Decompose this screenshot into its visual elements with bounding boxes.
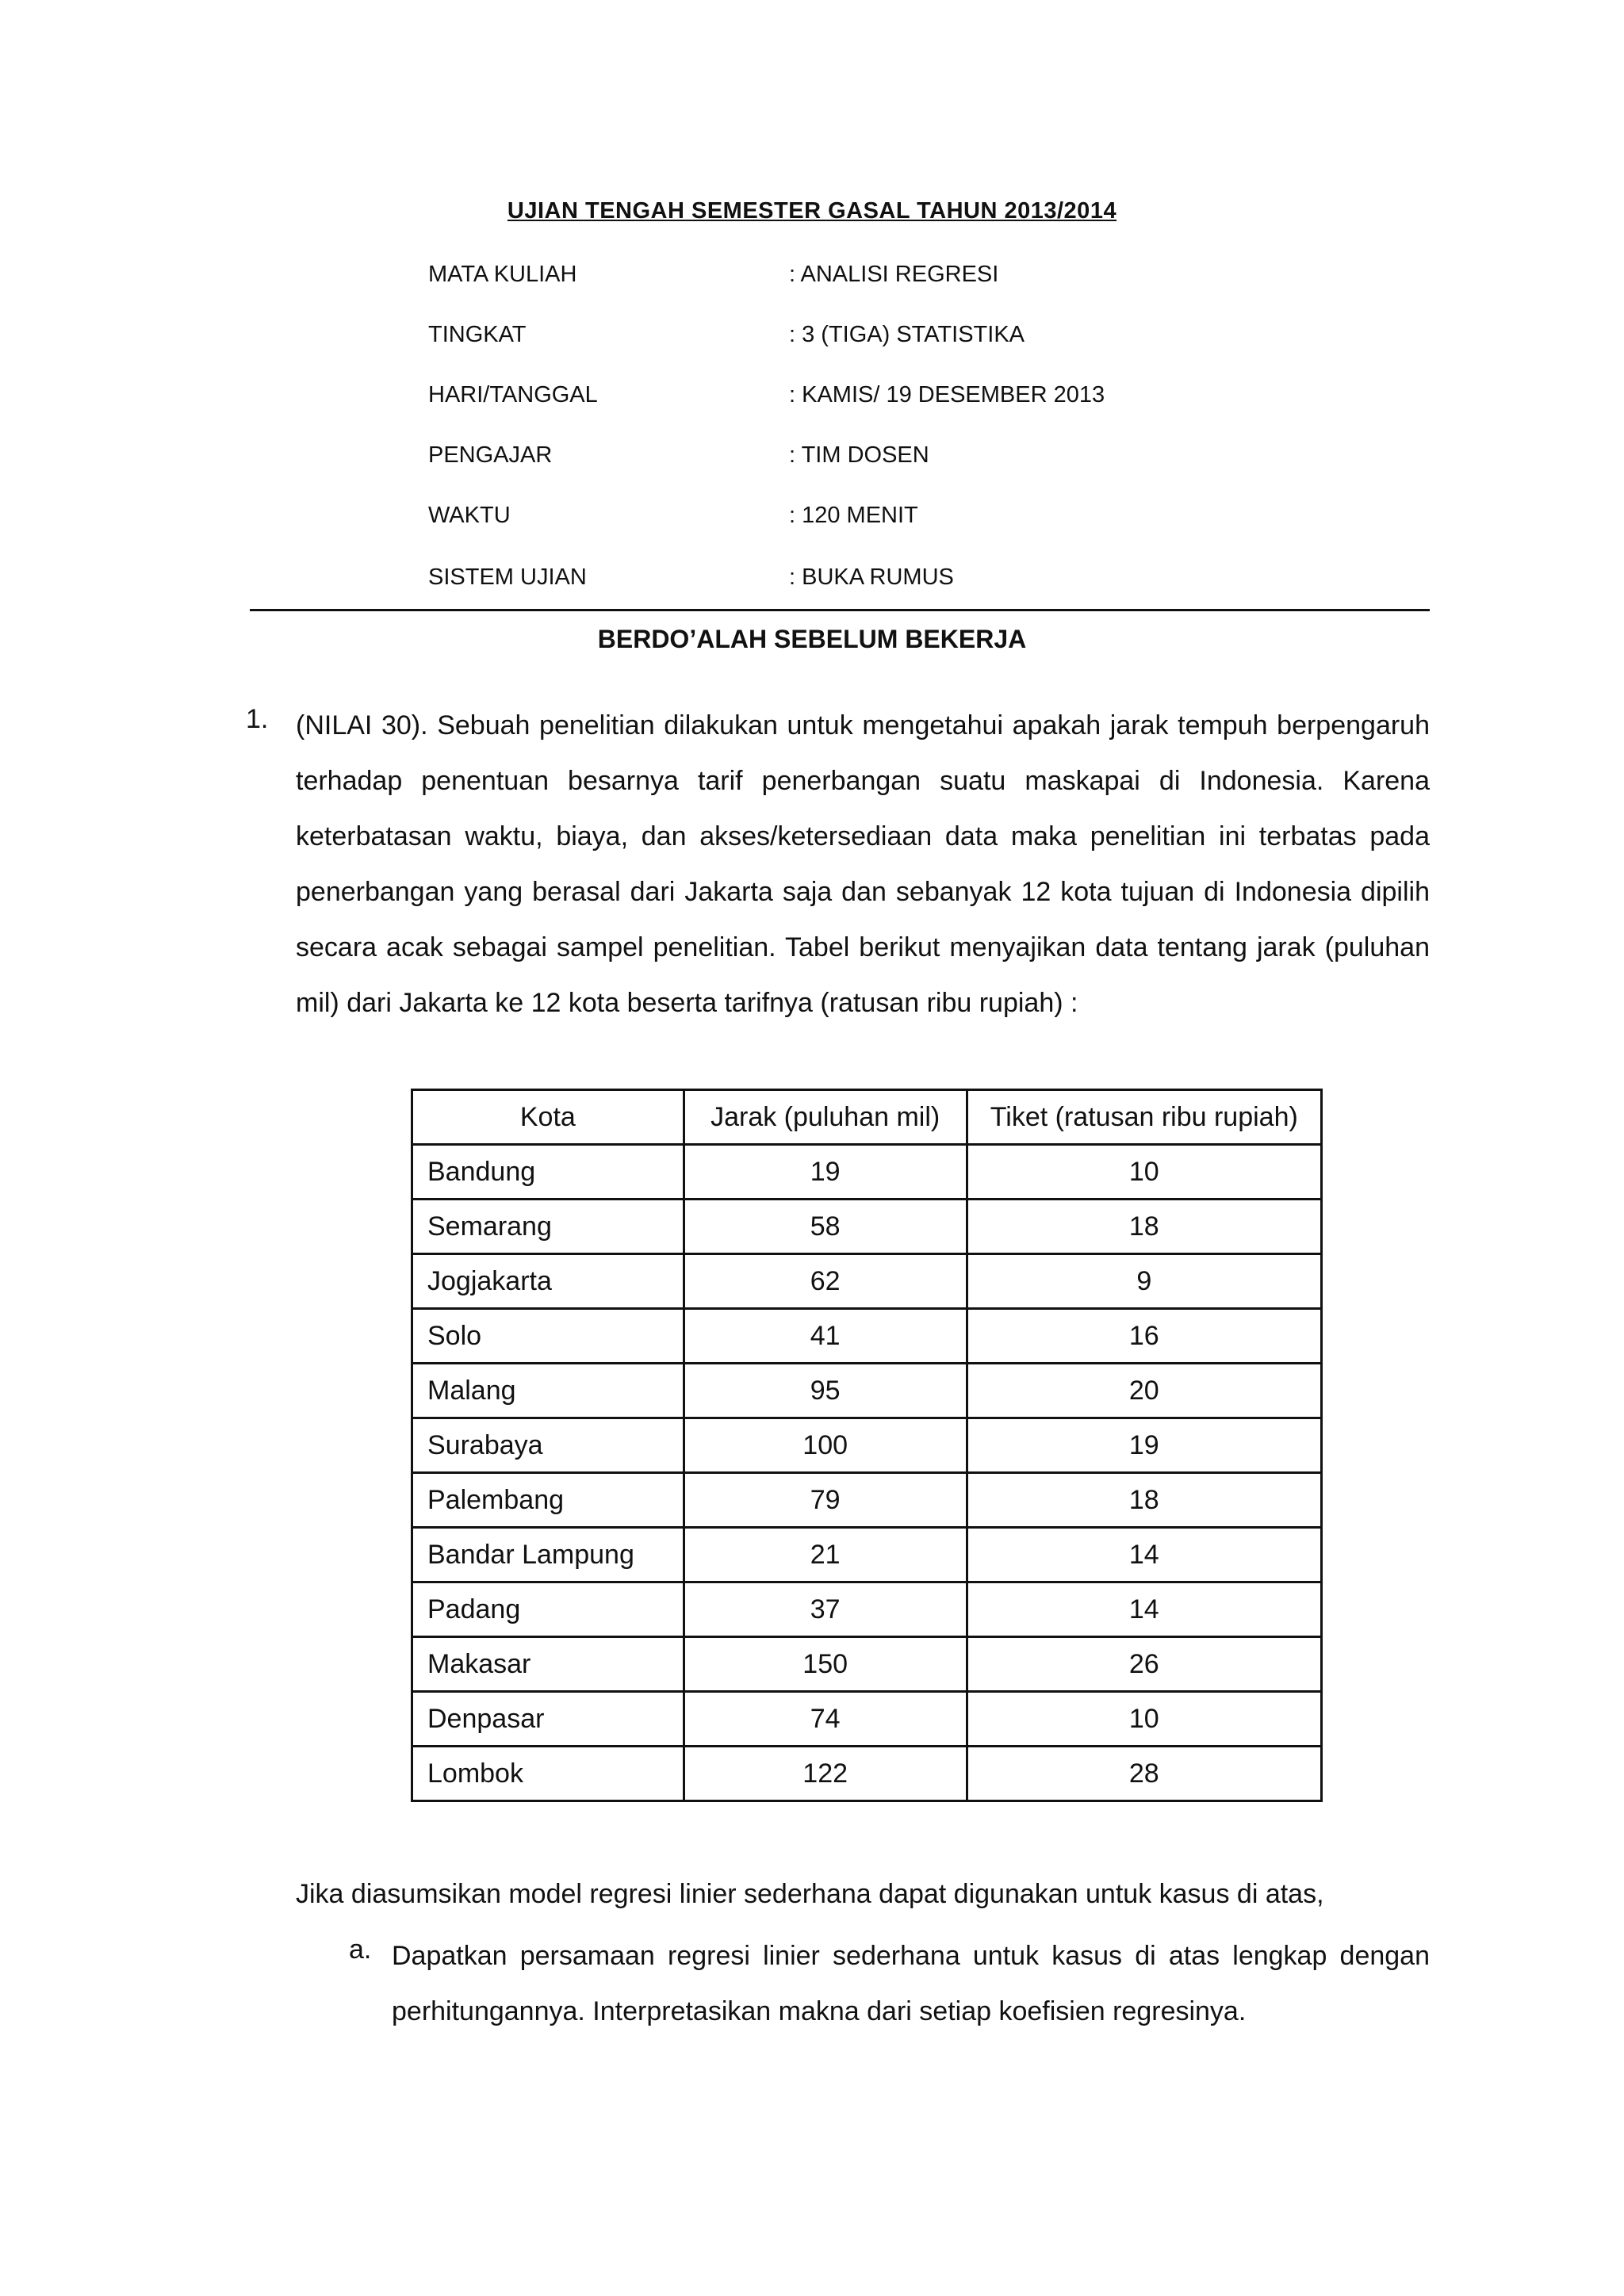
data-table (411, 1089, 1323, 1802)
info-value: : KAMIS/ 19 DESEMBER 2013 (789, 382, 1105, 408)
cell-distance: 122 (684, 1747, 967, 1801)
info-value: : TIM DOSEN (789, 442, 929, 468)
info-value: : 3 (TIGA) STATISTIKA (789, 322, 1025, 347)
cell-distance: 41 (684, 1309, 967, 1364)
table-row (412, 1637, 1322, 1692)
cell-ticket: 18 (967, 1473, 1321, 1528)
table-row (412, 1747, 1322, 1801)
cell-ticket: 16 (967, 1309, 1321, 1364)
table-row (412, 1309, 1322, 1364)
table-row (412, 1692, 1322, 1747)
cell-city: Palembang (412, 1473, 684, 1528)
info-label: PENGAJAR (428, 442, 553, 468)
table-row (412, 1200, 1322, 1254)
cell-ticket: 18 (967, 1200, 1321, 1254)
table-row (412, 1145, 1322, 1200)
sub-question-text: Dapatkan persamaan regresi linier sederhana untuk kasus di atas lengkap dengan perhitungannya. Interpretasikan makna dari setiap koefisien regresinya. (392, 1941, 1430, 2026)
cell-city: Padang (412, 1582, 684, 1637)
info-value: : BUKA RUMUS (789, 564, 954, 590)
cell-ticket: 10 (967, 1145, 1321, 1200)
cell-ticket: 26 (967, 1637, 1321, 1692)
cell-ticket: 10 (967, 1692, 1321, 1747)
cell-ticket: 20 (967, 1364, 1321, 1418)
cell-city: Malang (412, 1364, 684, 1418)
column-header-ticket: Tiket (ratusan ribu rupiah) (967, 1090, 1321, 1145)
table-row (412, 1473, 1322, 1528)
exam-title: UJIAN TENGAH SEMESTER GASAL TAHUN 2013/2014 (507, 198, 1117, 224)
table-row (412, 1254, 1322, 1309)
table-row (412, 1582, 1322, 1637)
cell-ticket: 19 (967, 1418, 1321, 1473)
cell-ticket: 14 (967, 1582, 1321, 1637)
sub-question-letter: a. (349, 1934, 372, 1965)
table-row (412, 1528, 1322, 1582)
cell-distance: 37 (684, 1582, 967, 1637)
table-header-row (412, 1090, 1322, 1145)
cell-city: Surabaya (412, 1418, 684, 1473)
cell-distance: 74 (684, 1692, 967, 1747)
cell-distance: 21 (684, 1528, 967, 1582)
cell-distance: 79 (684, 1473, 967, 1528)
question-number: 1. (246, 704, 269, 734)
info-label: MATA KULIAH (428, 262, 577, 287)
cell-city: Lombok (412, 1747, 684, 1801)
cell-city: Solo (412, 1309, 684, 1364)
cell-distance: 62 (684, 1254, 967, 1309)
cell-city: Semarang (412, 1200, 684, 1254)
info-label: TINGKAT (428, 322, 527, 347)
cell-city: Jogjakarta (412, 1254, 684, 1309)
cell-ticket: 14 (967, 1528, 1321, 1582)
prayer-heading: BERDO’ALAH SEBELUM BEKERJA (597, 625, 1027, 653)
cell-city: Bandar Lampung (412, 1528, 684, 1582)
cell-city: Bandung (412, 1145, 684, 1200)
column-header-distance: Jarak (puluhan mil) (684, 1090, 967, 1145)
header-divider (250, 609, 1430, 611)
cell-distance: 100 (684, 1418, 967, 1473)
table-row (412, 1364, 1322, 1418)
table-row (412, 1418, 1322, 1473)
cell-ticket: 9 (967, 1254, 1321, 1309)
column-header-city: Kota (412, 1090, 684, 1145)
cell-city: Denpasar (412, 1692, 684, 1747)
info-label: HARI/TANGGAL (428, 382, 598, 408)
cell-distance: 58 (684, 1200, 967, 1254)
cell-distance: 19 (684, 1145, 967, 1200)
cell-city: Makasar (412, 1637, 684, 1692)
cell-distance: 95 (684, 1364, 967, 1418)
info-label: SISTEM UJIAN (428, 564, 587, 590)
info-label: WAKTU (428, 503, 511, 528)
question-text: (NILAI 30). Sebuah penelitian dilakukan untuk mengetahui apakah jarak tempuh berpengaruh terhadap penentuan besarnya tarif penerbangan suatu maskapai di Indonesia. Karena keterbatasan waktu, biaya, dan akses/ketersediaan data maka penelitian ini terbatas pada penerbangan yang berasal dari Jakarta saja dan sebanyak 12 kota tujuan di Indonesia dipilih secara acak sebagai sampel penelitian. Tabel berikut menyajikan data tentang jarak (puluhan mil) dari Jakarta ke 12 kota beserta tarifnya (ratusan ribu rupiah) : (296, 710, 1430, 1018)
cell-distance: 150 (684, 1637, 967, 1692)
info-value: : 120 MENIT (789, 503, 918, 528)
info-value: : ANALISI REGRESI (789, 262, 999, 287)
assumption-text: Jika diasumsikan model regresi linier sederhana dapat digunakan untuk kasus di atas, (296, 1879, 1324, 1909)
cell-ticket: 28 (967, 1747, 1321, 1801)
